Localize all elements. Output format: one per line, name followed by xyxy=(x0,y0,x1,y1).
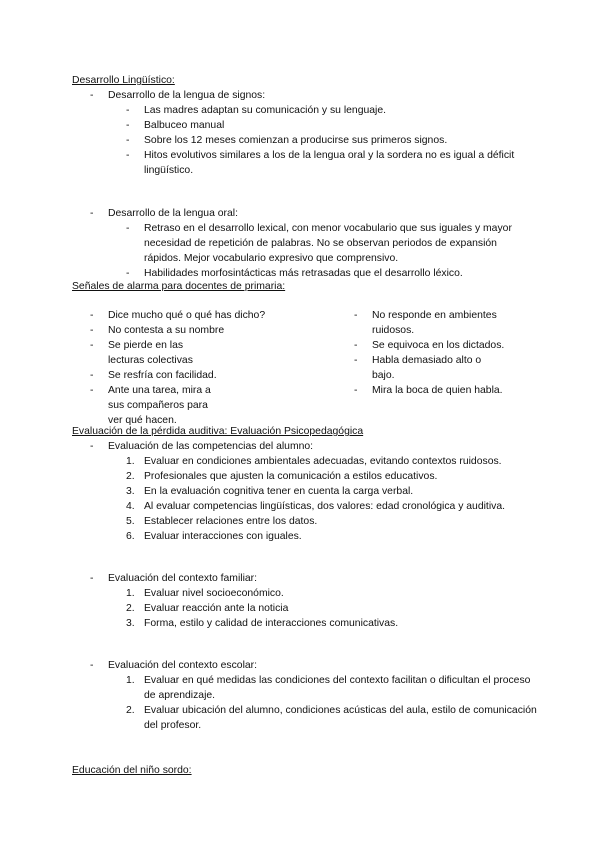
item-text: Establecer relaciones entre los datos. xyxy=(144,516,318,527)
list-item: - Ante una tarea, mira a sus compañeros para ver qué hacen. xyxy=(72,383,282,428)
sublist xyxy=(108,103,532,178)
heading-evaluacion: Evaluación de la pérdida auditiva: Evaluación Psicopedagógica xyxy=(72,426,364,437)
item-number: 4. xyxy=(126,501,135,512)
item-number: 2. xyxy=(126,705,135,716)
list-item-label: Desarrollo de la lengua oral: xyxy=(108,208,238,219)
list-item xyxy=(72,571,542,646)
list-item xyxy=(72,206,532,281)
list-item xyxy=(72,658,542,733)
item-text: Profesionales que ajusten la comunicación a estilos educativos. xyxy=(144,471,438,482)
list-item: - No responde en ambientes ruidosos. xyxy=(336,308,506,338)
list-item xyxy=(108,529,542,544)
heading-educacion-nino-sordo: Educación del niño sordo: xyxy=(72,765,192,776)
item-number: 6. xyxy=(126,531,135,542)
item-text: Evaluar reacción ante la noticia xyxy=(144,603,289,614)
list-item xyxy=(108,454,542,469)
list-item xyxy=(72,88,532,193)
item-number: 3. xyxy=(126,486,135,497)
item-number: 2. xyxy=(126,603,135,614)
list-item: - Habilidades morfosintácticas más retrasadas que el desarrollo léxico. xyxy=(108,266,532,281)
list-item xyxy=(108,484,542,499)
list-item: - Balbuceo manual xyxy=(108,118,532,133)
item-text: Evaluar en condiciones ambientales adecuadas, evitando contextos ruidosos. xyxy=(144,456,502,467)
item-text: Evaluar nivel socioeconómico. xyxy=(144,588,284,599)
alarm-signs-right-column xyxy=(336,308,506,398)
item-number: 2. xyxy=(126,471,135,482)
item-text: Evaluar interacciones con iguales. xyxy=(144,531,302,542)
numbered-list xyxy=(108,673,542,733)
item-number: 1. xyxy=(126,675,135,686)
item-number: 5. xyxy=(126,516,135,527)
list-item: - Se pierde en las lecturas colectivas xyxy=(72,338,282,368)
item-number: 1. xyxy=(126,456,135,467)
list-item: - Mira la boca de quien habla. xyxy=(336,383,506,398)
heading-desarrollo-linguistico: Desarrollo Lingüístico: xyxy=(72,75,175,86)
list-item: - Habla demasiado alto o bajo. xyxy=(336,353,506,383)
sublist xyxy=(108,221,532,281)
item-text: Al evaluar competencias lingüísticas, dos valores: edad cronológica y auditiva. xyxy=(144,501,505,512)
desarrollo-list xyxy=(72,88,532,281)
list-item xyxy=(108,601,542,616)
list-item-label: Desarrollo de la lengua de signos: xyxy=(108,90,266,101)
list-item: - Se equivoca en los dictados. xyxy=(336,338,506,353)
numbered-list xyxy=(108,454,542,544)
list-item xyxy=(108,703,542,733)
list-item: - Retraso en el desarrollo lexical, con menor vocabulario que sus iguales y mayor necesidad de repetición de palabras. No se observan periodos de expansión rápidos. Mejor vocabulario expresivo que comprensivo. xyxy=(108,221,532,266)
list-item xyxy=(108,499,542,514)
list-item: - Sobre los 12 meses comienzan a producirse sus primeros signos. xyxy=(108,133,532,148)
heading-senales-alarma: Señales de alarma para docentes de primaria: xyxy=(72,281,286,292)
item-text: Forma, estilo y calidad de interacciones comunicativas. xyxy=(144,618,399,629)
item-text: Evaluar en qué medidas las condiciones del contexto facilitan o dificultan el proceso de aprendizaje. xyxy=(144,675,531,701)
list-item xyxy=(72,439,542,559)
list-item xyxy=(108,673,542,703)
numbered-list xyxy=(108,586,542,631)
item-number: 3. xyxy=(126,618,135,629)
list-item-label: Evaluación del contexto familiar: xyxy=(108,573,258,584)
list-item xyxy=(108,586,542,601)
item-number: 1. xyxy=(126,588,135,599)
list-item-label: Evaluación del contexto escolar: xyxy=(108,660,258,671)
list-item-label: Evaluación de las competencias del alumno: xyxy=(108,441,314,452)
item-text: En la evaluación cognitiva tener en cuenta la carga verbal. xyxy=(144,486,414,497)
list-item xyxy=(108,616,542,631)
item-text: Evaluar ubicación del alumno, condiciones acústicas del aula, estilo de comunicación del profesor. xyxy=(144,705,537,731)
list-item: - Se resfría con facilidad. xyxy=(72,368,282,383)
evaluacion-list xyxy=(72,439,542,733)
alarm-signs-left-column xyxy=(72,308,282,428)
list-item: - Las madres adaptan su comunicación y su lenguaje. xyxy=(108,103,532,118)
list-item xyxy=(108,514,542,529)
list-item: - Hitos evolutivos similares a los de la lengua oral y la sordera no es igual a déficit lingüístico. xyxy=(108,148,532,178)
list-item xyxy=(108,469,542,484)
list-item: - No contesta a su nombre xyxy=(72,323,282,338)
list-item: - Dice mucho qué o qué has dicho? xyxy=(72,308,282,323)
